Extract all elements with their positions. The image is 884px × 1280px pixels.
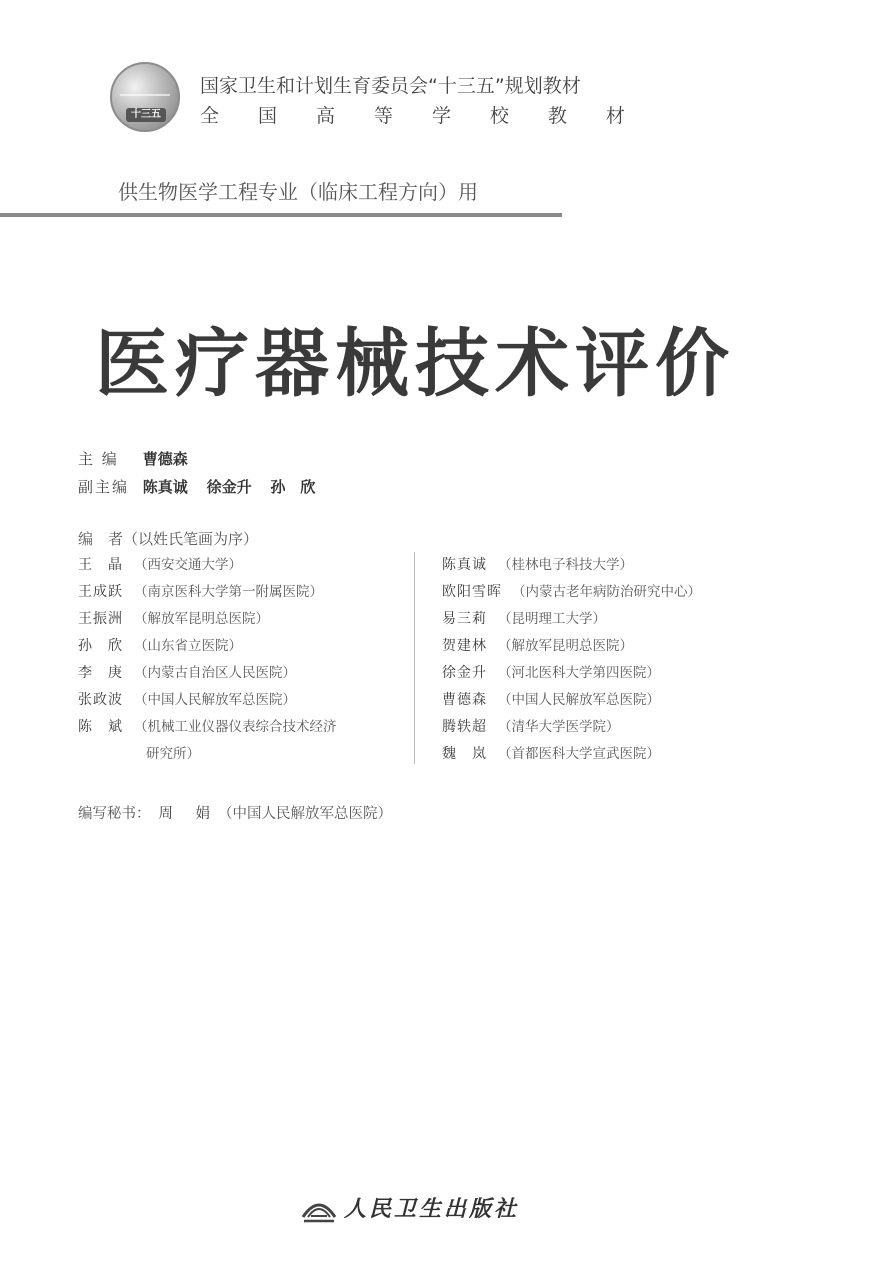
author-name: 王 晶 (78, 557, 123, 573)
author-affiliation: （内蒙古自治区人民医院） (134, 665, 296, 681)
series-char: 校 (489, 105, 509, 127)
publisher-name: 人民卫生出版社 (344, 1196, 520, 1222)
author-row (78, 606, 337, 633)
author-name: 王成跃 (78, 584, 123, 600)
author-name: 陈 斌 (78, 719, 123, 735)
author-affiliation: （机械工业仪器仪表综合技术经济 (134, 719, 337, 735)
series-char: 国 (257, 105, 277, 127)
author-affiliation: （内蒙古老年病防治研究中心） (512, 584, 701, 600)
author-affiliation: （中国人民解放军总医院） (498, 692, 660, 708)
author-name: 张政波 (78, 692, 123, 708)
publisher-logo-icon (300, 1189, 338, 1227)
author-name: 腾轶超 (442, 719, 487, 735)
author-affiliation: （山东省立医院） (134, 638, 242, 654)
author-row (442, 741, 701, 768)
author-affiliation: （解放军昆明总医院） (498, 638, 633, 654)
globe-icon (120, 94, 170, 96)
secretary-label: 编写秘书： (78, 806, 151, 822)
chief-editor-name: 曹德森 (142, 450, 188, 468)
secretary-affiliation: （中国人民解放军总医院） (218, 806, 392, 822)
author-row (78, 633, 337, 660)
series-char: 教 (547, 105, 567, 127)
author-row (442, 606, 701, 633)
header-divider (0, 213, 562, 217)
series-char: 全 (200, 105, 220, 127)
series-char: 等 (373, 105, 393, 127)
intended-usage: 供生物医学工程专业（临床工程方向）用 (118, 180, 478, 204)
author-name: 易三莉 (442, 611, 487, 627)
secretary-name: 周 娟 (158, 806, 214, 822)
series-char: 学 (431, 105, 451, 127)
author-affiliation: （南京医科大学第一附属医院） (134, 584, 323, 600)
authors-right-column (442, 552, 701, 768)
author-affiliation: （首都医科大学宣武医院） (498, 746, 660, 762)
chief-editor-line (78, 448, 202, 469)
author-row (78, 660, 337, 687)
author-name: 曹德森 (442, 692, 487, 708)
author-row (78, 552, 337, 579)
author-name: 李 庚 (78, 665, 123, 681)
author-row (78, 579, 337, 606)
author-affiliation: （清华大学医学院） (498, 719, 620, 735)
secretary-line (78, 802, 392, 823)
logo-badge: 十三五 (126, 108, 166, 122)
deputy-editor-label: 副主编 (78, 478, 130, 496)
author-name: 孙 欣 (78, 638, 123, 654)
author-name: 欧阳雪晖 (442, 584, 502, 600)
author-affiliation: （河北医科大学第四医院） (498, 665, 660, 681)
author-name: 徐金升 (442, 665, 487, 681)
author-affiliation-continued: 研究所） (146, 746, 200, 762)
column-divider (414, 552, 415, 764)
series-char: 材 (605, 105, 625, 127)
author-name: 魏 岚 (442, 746, 487, 762)
deputy-editor-name: 孙 欣 (270, 478, 316, 496)
author-row (442, 687, 701, 714)
authors-heading: 编 者（以姓氏笔画为序） (78, 530, 259, 548)
author-name: 贺建林 (442, 638, 487, 654)
author-row (442, 579, 701, 606)
author-row (442, 552, 701, 579)
author-row (78, 687, 337, 714)
book-title: 医疗器械技术评价 (95, 321, 735, 407)
series-char: 高 (315, 105, 335, 127)
author-name: 陈真诚 (442, 557, 487, 573)
authors-left-column (78, 552, 337, 768)
author-affiliation: （中国人民解放军总医院） (134, 692, 296, 708)
deputy-editor-name: 徐金升 (206, 478, 252, 496)
author-row (442, 633, 701, 660)
series-subtitle (200, 101, 625, 128)
author-row-continuation (78, 741, 337, 768)
deputy-editor-name: 陈真诚 (142, 478, 188, 496)
author-row (78, 714, 337, 741)
author-affiliation: （西安交通大学） (134, 557, 242, 573)
author-row (442, 714, 701, 741)
chief-editor-label: 主 编 (78, 450, 119, 468)
author-affiliation: （解放军昆明总医院） (134, 611, 269, 627)
deputy-editor-line (78, 476, 329, 497)
author-row (442, 660, 701, 687)
author-name: 王振洲 (78, 611, 123, 627)
author-affiliation: （昆明理工大学） (498, 611, 606, 627)
series-logo (110, 62, 180, 132)
series-title: 国家卫生和计划生育委员会“十三五”规划教材 (200, 75, 581, 97)
author-affiliation: （桂林电子科技大学） (498, 557, 633, 573)
